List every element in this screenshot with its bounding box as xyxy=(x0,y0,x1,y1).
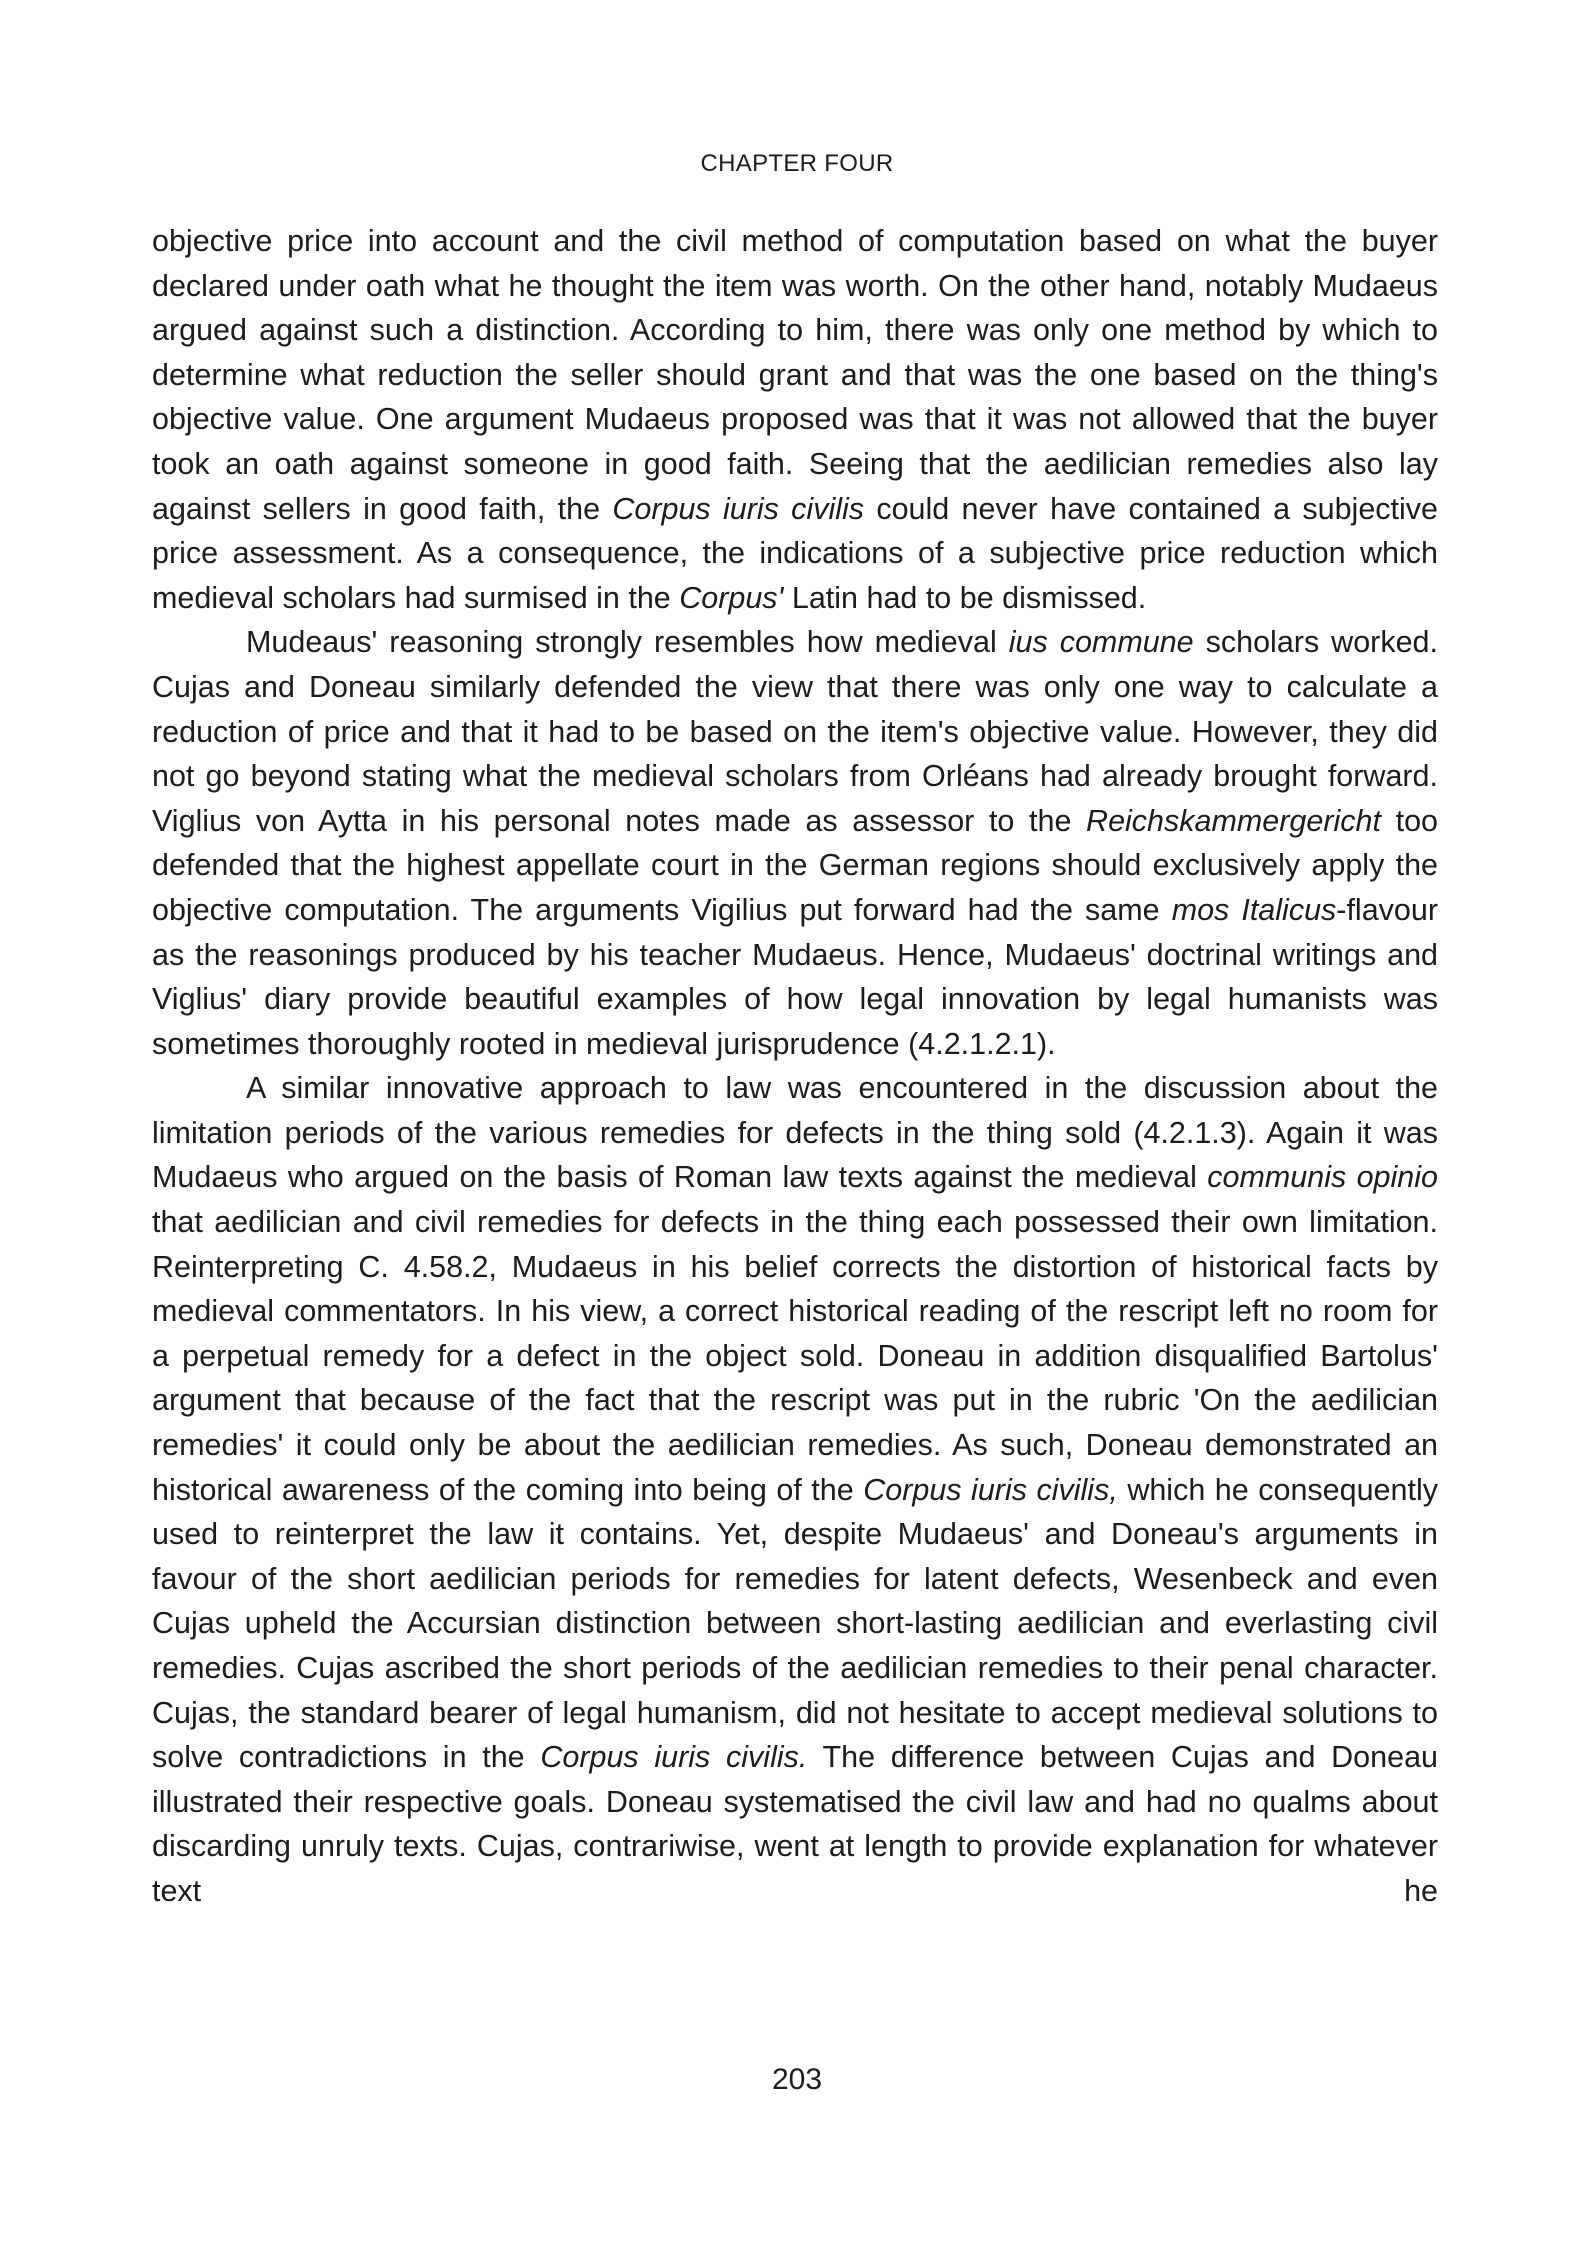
paragraph-2-italic-3: mos Italicus xyxy=(1171,892,1337,927)
paragraph-1-text-2: could never have contained a subjective price assessment. As a consequence, the indications of a subjective price reduction which medieval scholars had surmised in the xyxy=(152,491,1438,615)
paragraph-2 xyxy=(152,620,1438,1066)
paragraph-2-text-4: -flavour as the reasonings produced by his teacher Mudaeus. Hence, Mudaeus' doctrinal writings and Viglius' diary provide beautiful examples of how legal innovation by legal humanists was sometimes thoroughly rooted in medieval jurisprudence (4.2.1.2.1). xyxy=(152,892,1438,1061)
paragraph-1-italic-2: Corpus' xyxy=(679,580,784,615)
paragraph-3-text-3: which he consequently used to reinterpret the law it contains. Yet, despite Mudaeus' and Doneau's arguments in favour of the short aedilician periods for remedies for latent defects, Wesenbeck and even Cujas upheld the Accursian distinction between short-lasting aedilician and everlasting civil remedies. Cujas ascribed the short periods of the aedilician remedies to their penal character. Cujas, the standard bearer of legal humanism, did not hesitate to accept medieval solutions to solve contradictions in the xyxy=(152,1472,1438,1775)
body-text xyxy=(152,219,1438,1914)
paragraph-1 xyxy=(152,219,1438,620)
paragraph-3-italic-2: Corpus iuris civilis, xyxy=(863,1472,1118,1507)
paragraph-3-text-1: A similar innovative approach to law was encountered in the discussion about the limitation periods of the various remedies for defects in the thing sold (4.2.1.3). Again it was Mudaeus who argued on the basis of Roman law texts against the medieval xyxy=(152,1071,1438,1195)
paragraph-2-italic-2: Reichskammergericht xyxy=(1086,803,1381,838)
paragraph-3-italic-3: Corpus iuris civilis. xyxy=(540,1740,808,1775)
running-head: CHAPTER FOUR xyxy=(700,150,894,177)
paragraph-2-text-1: Mudeaus' reasoning strongly resembles how medieval xyxy=(246,625,1009,660)
page-number: 203 xyxy=(771,2063,823,2096)
paragraph-3-italic-1: communis opinio xyxy=(1207,1160,1438,1195)
paragraph-3-text-4: The difference between Cujas and Doneau illustrated their respective goals. Doneau systematised the civil law and had no qualms about discarding unruly texts. Cujas, contrariwise, went at length to provide explanation for whatever text he xyxy=(152,1740,1438,1908)
paragraph-1-text-1: objective price into account and the civil method of computation based on what the buyer declared under oath what he thought the item was worth. On the other hand, notably Mudaeus argued against such a distinction. According to him, there was only one method by which to determine what reduction the seller should grant and that was the one based on the thing's objective value. One argument Mudaeus proposed was that it was not allowed that the buyer took an oath against someone in good faith. Seeing that the aedilician remedies also lay against sellers in good faith, the xyxy=(152,224,1438,526)
paragraph-2-text-3: too defended that the highest appellate court in the German regions should exclusively apply the objective computation. The arguments Vigilius put forward had the same xyxy=(152,803,1438,927)
paragraph-2-italic-1: ius commune xyxy=(1008,625,1194,660)
paragraph-3 xyxy=(152,1066,1438,1913)
paragraph-1-italic-1: Corpus iuris civilis xyxy=(612,491,865,526)
paragraph-3-text-2: that aedilician and civil remedies for defects in the thing each possessed their own limitation. Reinterpreting C. 4.58.2, Mudaeus in his belief corrects the distortion of historical facts by medieval commentators. In his view, a correct historical reading of the rescript left no room for a perpetual remedy for a defect in the object sold. Doneau in addition disqualified Bartolus' argument that because of the fact that the rescript was put in the rubric 'On the aedilician remedies' it could only be about the aedilician remedies. As such, Doneau demonstrated an historical awareness of the coming into being of the xyxy=(152,1205,1438,1507)
paragraph-1-text-3: Latin had to be dismissed. xyxy=(783,580,1147,615)
paragraph-2-text-2: scholars worked. Cujas and Doneau similarly defended the view that there was only one way to calculate a reduction of price and that it had to be based on the item's objective value. However, they did not go beyond stating what the medieval scholars from Orléans had already brought forward. Viglius von Aytta in his personal notes made as assessor to the xyxy=(152,625,1438,838)
